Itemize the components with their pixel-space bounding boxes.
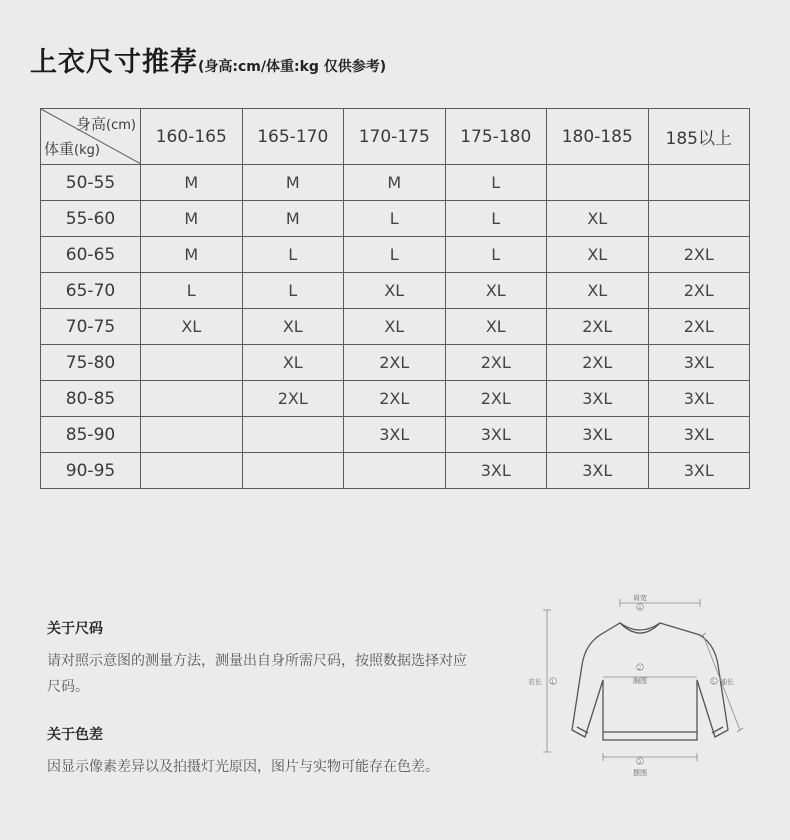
size-cell: XL — [547, 237, 649, 273]
size-cell: 3XL — [344, 417, 446, 453]
size-cell: 2XL — [344, 345, 446, 381]
sweater-measurement-diagram — [525, 585, 765, 785]
corner-height-label: 身高(cm) — [76, 115, 136, 133]
height-header: 160-165 — [141, 109, 243, 165]
table-corner-cell — [41, 109, 141, 165]
about-color-heading: 关于色差 — [47, 727, 103, 743]
size-cell: XL — [242, 309, 344, 345]
size-cell — [648, 201, 750, 237]
size-cell — [141, 417, 243, 453]
measure-labels — [528, 593, 734, 777]
size-cell — [141, 345, 243, 381]
about-size-text: 请对照示意图的测量方法，测量出自身所需尺码，按照数据选择对应尺码。 — [47, 653, 467, 695]
size-cell: 2XL — [648, 273, 750, 309]
size-cell: XL — [547, 273, 649, 309]
length-number: 1 — [551, 679, 555, 686]
shoulder-label: 肩宽 — [633, 594, 647, 602]
weight-label: 80-85 — [41, 381, 141, 417]
size-cell — [344, 453, 446, 489]
size-cell: 3XL — [445, 417, 547, 453]
table-row — [41, 201, 750, 237]
height-header: 165-170 — [242, 109, 344, 165]
size-cell: 3XL — [648, 381, 750, 417]
size-cell: M — [141, 237, 243, 273]
size-cell: 2XL — [648, 309, 750, 345]
size-cell: L — [242, 273, 344, 309]
hem-label: 摆围 — [633, 769, 647, 777]
weight-label: 65-70 — [41, 273, 141, 309]
size-cell: 3XL — [445, 453, 547, 489]
title-main: 上衣尺寸推荐 — [30, 47, 198, 78]
sleeve-label: 袖长 — [720, 678, 734, 686]
size-cell: 3XL — [648, 417, 750, 453]
size-cell: L — [141, 273, 243, 309]
size-cell: L — [445, 237, 547, 273]
weight-label: 85-90 — [41, 417, 141, 453]
size-cell — [242, 417, 344, 453]
table-row — [41, 273, 750, 309]
size-cell — [648, 165, 750, 201]
size-cell: M — [242, 201, 344, 237]
size-cell: XL — [445, 309, 547, 345]
size-cell: 3XL — [648, 345, 750, 381]
height-header: 180-185 — [547, 109, 649, 165]
size-cell: L — [445, 201, 547, 237]
size-cell — [141, 381, 243, 417]
size-cell: 2XL — [648, 237, 750, 273]
about-size-heading: 关于尺码 — [47, 621, 103, 637]
size-cell: XL — [344, 273, 446, 309]
weight-label: 90-95 — [41, 453, 141, 489]
size-cell: 3XL — [547, 417, 649, 453]
page-title — [30, 40, 386, 79]
size-cell: M — [141, 165, 243, 201]
size-cell: 2XL — [547, 345, 649, 381]
size-table-body — [41, 109, 750, 489]
hem-number: 3 — [638, 759, 642, 766]
size-cell: XL — [141, 309, 243, 345]
chest-label: 胸围 — [633, 677, 647, 685]
table-row — [41, 309, 750, 345]
shoulder-number: 4 — [638, 605, 642, 612]
table-row — [41, 453, 750, 489]
title-subtitle: (身高:cm/体重:kg 仅供参考) — [198, 59, 387, 75]
height-header: 170-175 — [344, 109, 446, 165]
about-color-text: 因显示像素差异以及拍摄灯光原因，图片与实物可能存在色差。 — [47, 759, 439, 775]
weight-label: 50-55 — [41, 165, 141, 201]
table-row — [41, 345, 750, 381]
size-cell: M — [344, 165, 446, 201]
weight-label: 70-75 — [41, 309, 141, 345]
size-cell: L — [344, 237, 446, 273]
height-header: 175-180 — [445, 109, 547, 165]
table-row — [41, 417, 750, 453]
info-section — [47, 618, 477, 780]
size-cell — [242, 453, 344, 489]
corner-weight-label: 体重(kg) — [44, 140, 100, 158]
size-cell: 2XL — [445, 345, 547, 381]
size-cell: 2XL — [445, 381, 547, 417]
sleeve-number: 5 — [712, 679, 716, 686]
height-header: 185以上 — [648, 109, 750, 165]
weight-label: 75-80 — [41, 345, 141, 381]
size-cell: 2XL — [547, 309, 649, 345]
sweater-outline — [572, 623, 728, 740]
header-row — [41, 109, 750, 165]
size-cell: M — [242, 165, 344, 201]
size-cell: 2XL — [344, 381, 446, 417]
size-cell: 3XL — [547, 453, 649, 489]
size-cell: 3XL — [547, 381, 649, 417]
size-cell: L — [445, 165, 547, 201]
length-label: 衣长 — [528, 678, 542, 686]
size-cell: XL — [242, 345, 344, 381]
size-table — [40, 108, 750, 489]
weight-label: 55-60 — [41, 201, 141, 237]
size-cell: M — [141, 201, 243, 237]
size-cell: L — [344, 201, 446, 237]
table-row — [41, 237, 750, 273]
size-cell: XL — [547, 201, 649, 237]
size-cell — [141, 453, 243, 489]
chest-number: 2 — [638, 665, 642, 672]
size-cell: 3XL — [648, 453, 750, 489]
table-row — [41, 381, 750, 417]
size-cell: L — [242, 237, 344, 273]
weight-label: 60-65 — [41, 237, 141, 273]
table-row — [41, 165, 750, 201]
size-cell: 2XL — [242, 381, 344, 417]
size-cell: XL — [344, 309, 446, 345]
size-cell — [547, 165, 649, 201]
size-cell: XL — [445, 273, 547, 309]
